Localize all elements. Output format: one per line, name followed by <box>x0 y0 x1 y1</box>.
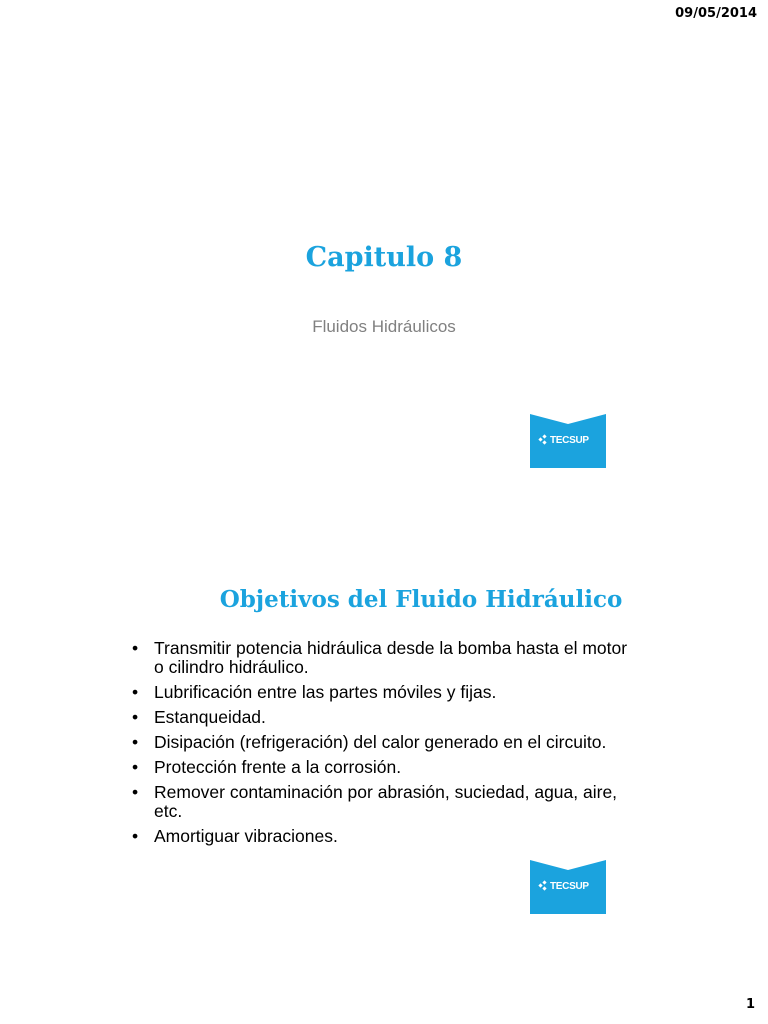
bullet-icon: • <box>132 682 139 702</box>
slide-1 <box>0 0 768 500</box>
list-item: • Disipación (refrigeración) del calor generado en el circuito. <box>132 732 607 752</box>
slide-subtitle: Fluidos Hidráulicos <box>312 317 456 336</box>
bullet-icon: • <box>132 732 139 752</box>
list-item: • Lubrificación entre las partes móviles y fijas. <box>132 682 497 702</box>
bullet-icon: • <box>132 757 139 777</box>
list-item: • Amortiguar vibraciones. <box>132 826 338 846</box>
bullet-icon: • <box>132 638 139 658</box>
slide-2 <box>0 500 768 960</box>
bullet-icon: • <box>132 782 139 802</box>
slide-title: Capitulo 8 <box>305 242 463 273</box>
list-item: • Remover contaminación por abrasión, suciedad, agua, aire, etc. <box>132 782 618 821</box>
list-item: • Estanqueidad. <box>132 707 266 727</box>
page-number: 1 <box>745 997 755 1012</box>
tecsup-logo-icon <box>530 860 606 914</box>
slide-title: Objetivos del Fluido Hidráulico <box>219 586 623 613</box>
bullet-icon: • <box>132 707 139 727</box>
logo-text: TECSUP <box>550 881 589 892</box>
bullet-list <box>130 639 640 852</box>
tecsup-logo-icon <box>530 414 606 468</box>
bullet-icon: • <box>132 826 139 846</box>
list-item: • Protección frente a la corrosión. <box>132 757 402 777</box>
list-item: • Transmitir potencia hidráulica desde la bomba hasta el motor o cilindro hidráulico. <box>132 638 628 677</box>
document-date: 09/05/2014 <box>675 6 757 21</box>
logo-text: TECSUP <box>550 435 589 446</box>
